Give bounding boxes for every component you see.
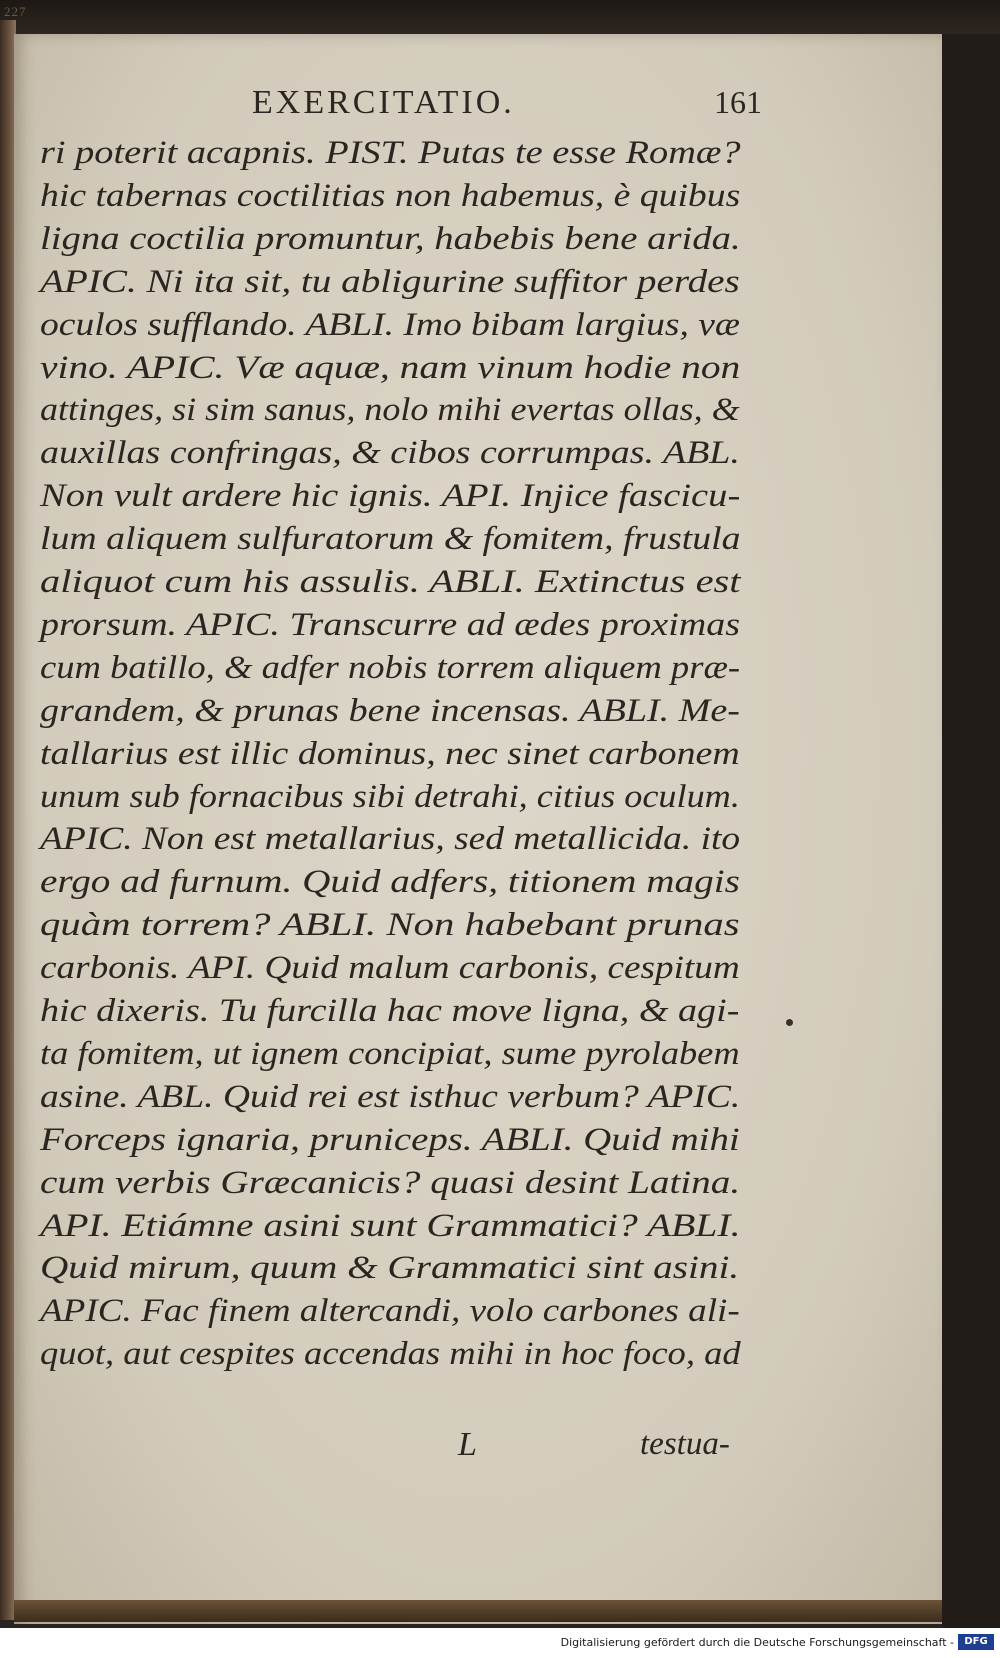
- running-head: EXERCITATIO.: [252, 84, 515, 121]
- text-line: quot, aut cespites accendas mihi in hoc foco, ad: [40, 1336, 741, 1372]
- text-line: APIC. Fac finem altercandi, volo carbones ali-: [40, 1293, 740, 1329]
- text-line: hic tabernas coctilitias non habemus, è quibus: [40, 178, 741, 214]
- text-line: prorsum. APIC. Transcurre ad ædes proximas: [40, 607, 741, 643]
- text-line: cum verbis Græcanicis? quasi desint Latina.: [40, 1165, 741, 1201]
- scan-edge-number: 227: [4, 4, 27, 19]
- text-line: cum batillo, & adfer nobis torrem aliquem præ-: [40, 650, 741, 686]
- text-line: ri poterit acapnis. PIST. Putas te esse Romæ?: [40, 135, 741, 171]
- ink-speck: [786, 1019, 793, 1026]
- text-line: APIC. Non est metallarius, sed metallicida. ito: [40, 821, 741, 857]
- text-line: tallarius est illic dominus, nec sinet carbonem: [40, 736, 740, 772]
- text-line: Non vult ardere hic ignis. API. Injice fascicu-: [40, 478, 741, 514]
- text-line: quàm torrem? ABLI. Non habebant prunas: [40, 907, 740, 943]
- funding-notice: Digitalisierung gefördert durch die Deutsche Forschungsgemeinschaft -: [560, 1636, 954, 1649]
- signature-mark: L: [458, 1426, 477, 1463]
- text-line: attinges, si sim sanus, nolo mihi evertas ollas, &: [40, 392, 740, 428]
- text-line: asine. ABL. Quid rei est isthuc verbum? APIC.: [40, 1079, 741, 1115]
- text-line: Forceps ignaria, pruniceps. ABLI. Quid mihi: [40, 1122, 740, 1158]
- text-line: unum sub fornacibus sibi detrahi, citius oculum.: [40, 779, 740, 815]
- text-line: auxillas confringas, & cibos corrumpas. ABL.: [40, 435, 740, 471]
- text-line: grandem, & prunas bene incensas. ABLI. Me-: [40, 693, 740, 729]
- text-line: aliquot cum his assulis. ABLI. Extinctus est: [40, 564, 741, 600]
- text-line: Quid mirum, quum & Grammatici sint asini.: [40, 1250, 740, 1286]
- catchword: testua-: [640, 1426, 730, 1462]
- text-line: carbonis. API. Quid malum carbonis, cespitum: [40, 950, 740, 986]
- text-line: vino. APIC. Væ aquæ, nam vinum hodie non: [40, 350, 741, 386]
- text-line: hic dixeris. Tu furcilla hac move ligna, & agi-: [40, 993, 740, 1029]
- text-line: lum aliquem sulfuratorum & fomitem, frustula: [40, 521, 741, 557]
- dfg-logo: DFG: [958, 1634, 994, 1650]
- page-number: 161: [714, 84, 762, 120]
- text-line: ligna coctilia promuntur, habebis bene arida.: [40, 221, 741, 257]
- page-bottom-edge: [14, 1600, 942, 1622]
- footer-bar: [0, 1628, 1000, 1658]
- text-line: ergo ad furnum. Quid adfers, titionem magis: [40, 864, 740, 900]
- text-line: API. Etiámne asini sunt Grammatici? ABLI.: [40, 1208, 741, 1244]
- scan-top-strip: [0, 0, 1000, 34]
- text-line: oculos sufflando. ABLI. Imo bibam largius, væ: [40, 307, 740, 343]
- scan-right-edge: [942, 34, 1000, 1628]
- text-line: ta fomitem, ut ignem concipiat, sume pyrolabem: [40, 1036, 740, 1072]
- text-line: APIC. Ni ita sit, tu abligurine suffitor perdes: [40, 264, 740, 300]
